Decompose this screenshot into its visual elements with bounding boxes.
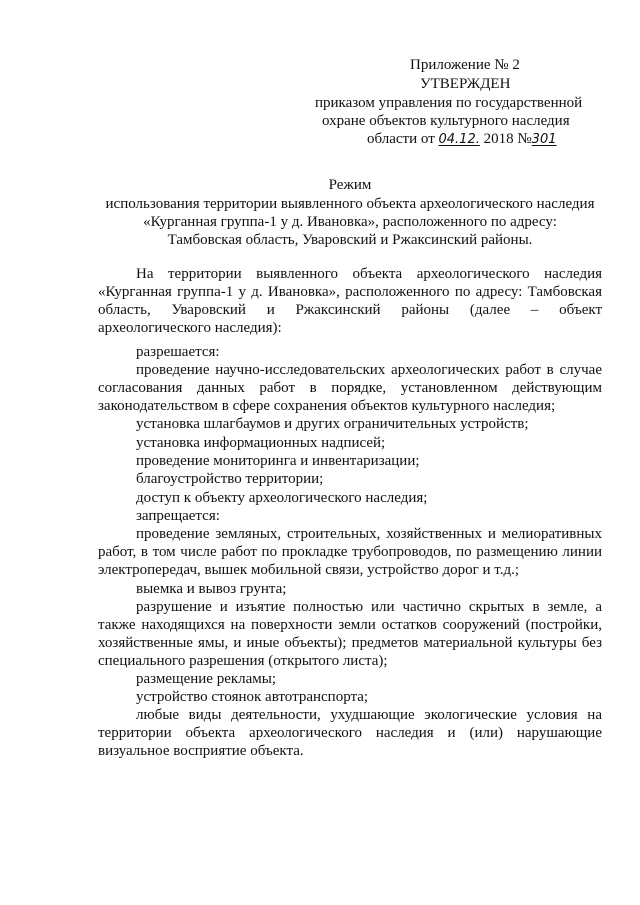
- allowed-line-1: проведение научно-исследовательских археологических работ в случае: [136, 362, 602, 378]
- allowed-line-7: благоустройство территории;: [136, 471, 324, 487]
- intro-line-1: На территории выявленного объекта археологического наследия: [136, 266, 602, 282]
- title-line-2: «Курганная группа-1 у д. Ивановка», расположенного по адресу:: [143, 214, 557, 230]
- forbidden-line-5: разрушение и изъятие полностью или частично скрытых в земле, а: [136, 599, 602, 615]
- intro-line-3: область, Уваровский и Ржаксинский районы (далее – объект: [98, 302, 602, 318]
- forbidden-line-9: размещение рекламы;: [136, 671, 277, 687]
- order-prefix: области от: [367, 131, 435, 147]
- order-date-line: [367, 130, 557, 149]
- allowed-line-8: доступ к объекту археологического наследия;: [136, 490, 428, 506]
- order-line-2: охране объектов культурного наследия: [322, 113, 570, 129]
- intro-line-4: археологического наследия):: [98, 320, 282, 336]
- order-line-1: приказом управления по государственной: [315, 95, 583, 111]
- forbidden-line-1: проведение земляных, строительных, хозяйственных и мелиоративных: [136, 526, 602, 542]
- title-line-3: Тамбовская область, Уваровский и Ржаксинский районы.: [167, 232, 533, 248]
- title-word: Режим: [328, 177, 372, 193]
- forbidden-heading: запрещается:: [136, 508, 220, 524]
- order-number-handwritten: 301: [531, 132, 557, 147]
- forbidden-line-4: выемка и вывоз грунта;: [136, 581, 287, 597]
- forbidden-line-13: визуальное восприятие объекта.: [98, 743, 304, 759]
- approved-label: УТВЕРЖДЕН: [420, 76, 511, 92]
- forbidden-line-8: специального разрешения (открытого листа);: [98, 653, 388, 669]
- title-line-1: использования территории выявленного объекта археологического наследия: [105, 196, 595, 212]
- appendix-label: Приложение № 2: [410, 57, 520, 73]
- forbidden-line-10: устройство стоянок автотранспорта;: [136, 689, 369, 705]
- forbidden-line-7: хозяйственные ямы, и иные объекты); предметов материальной культуры без: [98, 635, 602, 651]
- allowed-line-3: законодательством в сфере сохранения объектов культурного наследия;: [98, 398, 556, 414]
- forbidden-line-11: любые виды деятельности, ухудшающие экологические условия на: [136, 707, 602, 723]
- order-date-handwritten: 04.12.: [438, 132, 480, 147]
- allowed-line-6: проведение мониторинга и инвентаризации;: [136, 453, 420, 469]
- allowed-heading: разрешается:: [136, 344, 220, 360]
- allowed-line-5: установка информационных надписей;: [136, 435, 386, 451]
- order-year: 2018 №: [483, 131, 532, 147]
- forbidden-line-6: также находящихся на поверхности земли остатков сооружений (постройки,: [98, 617, 602, 633]
- forbidden-line-2: работ, в том числе работ по прокладке трубопроводов, по размещению линии: [98, 544, 602, 560]
- forbidden-line-3: электропередач, вышек мобильной связи, устройство дорог и т.д.;: [98, 562, 520, 578]
- intro-line-2: «Курганная группа-1 у д. Ивановка», расположенного по адресу: Тамбовская: [98, 284, 602, 300]
- allowed-line-2: согласования данных работ в порядке, установленном действующим: [98, 380, 602, 396]
- allowed-line-4: установка шлагбаумов и других ограничительных устройств;: [136, 416, 529, 432]
- forbidden-line-12: территории объекта археологического наследия и (или) нарушающие: [98, 725, 602, 741]
